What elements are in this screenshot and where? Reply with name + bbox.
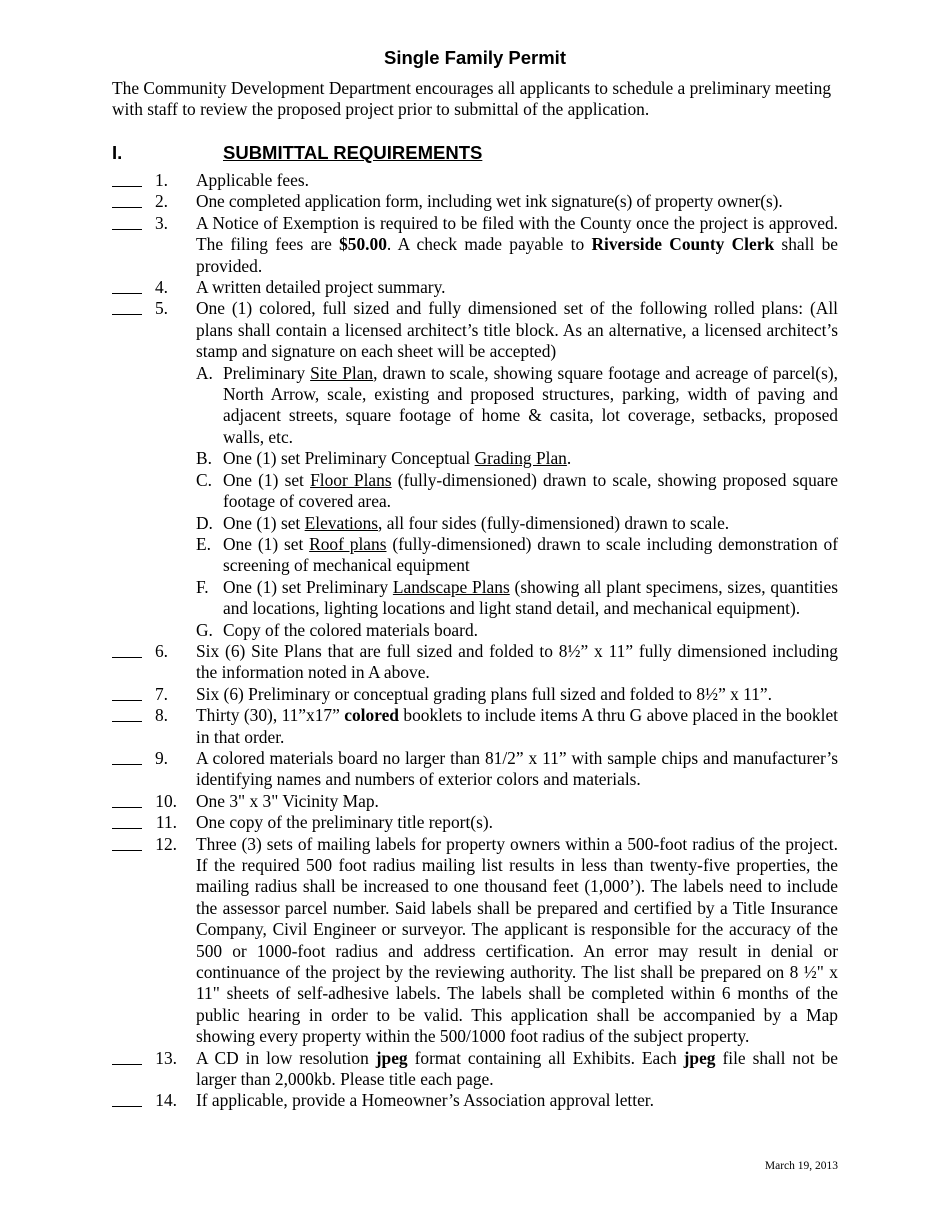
checkbox-blank[interactable]	[112, 748, 142, 765]
item-text: One copy of the preliminary title report(s).	[196, 812, 493, 833]
text-span: One (1) set Preliminary	[223, 576, 393, 597]
list-item	[0, 684, 950, 705]
item-text: A colored materials board no larger than 81/2” x 11” with sample chips and manufacturer’s identifying names and numbers of exterior colors and materials.	[196, 747, 838, 790]
text-span: format containing all Exhibits. Each	[407, 1047, 684, 1068]
item-number: 2.	[154, 191, 168, 212]
list-item	[0, 1090, 950, 1111]
requirements-list	[0, 170, 950, 1112]
sub-list-item	[0, 363, 950, 449]
item-number: 9.	[154, 747, 168, 768]
list-item	[0, 641, 950, 684]
emphasis-text: colored	[344, 705, 399, 726]
checkbox-blank[interactable]	[112, 684, 142, 701]
checkbox-blank[interactable]	[112, 191, 142, 208]
item-number: 14.	[155, 1090, 177, 1111]
sub-list-item	[0, 620, 950, 641]
text-span: A CD in low resolution	[196, 1047, 376, 1068]
section-title: SUBMITTAL REQUIREMENTS	[223, 142, 483, 163]
item-number: 1.	[154, 170, 168, 190]
sub-item-letter: E.	[196, 533, 211, 554]
list-item	[0, 1048, 950, 1091]
item-text: A written detailed project summary.	[196, 277, 446, 298]
checkbox-blank[interactable]	[112, 705, 142, 722]
item-text: One completed application form, including wet ink signature(s) of property owner(s).	[196, 191, 783, 212]
sub-item-text	[223, 363, 838, 449]
checkbox-blank[interactable]	[112, 834, 142, 851]
text-span: One (1) set	[223, 533, 310, 554]
sub-item-text	[223, 513, 838, 534]
sub-list-item	[0, 534, 950, 577]
checkbox-blank[interactable]	[112, 277, 142, 294]
sub-list-item	[0, 448, 950, 469]
text-span: Preliminary	[223, 362, 311, 383]
text-span: One (1) set	[223, 469, 311, 490]
text-span: booklets to include items A thru G above placed in the booklet in that order.	[196, 705, 839, 747]
text-span: , all four sides (fully-dimensioned) drawn to scale.	[378, 512, 730, 533]
intro-paragraph: The Community Development Department encourages all applicants to schedule a preliminary meeting with staff to review the proposed project prior to submittal of the application.	[112, 78, 832, 120]
sub-item-letter: A.	[196, 362, 213, 383]
sub-item-letter: G.	[196, 619, 213, 640]
item-number: 8.	[154, 705, 168, 726]
text-span: A Notice of Exemption is required to be filed with the County once the project is approved. The filing fees are	[196, 212, 838, 255]
item-text: One (1) colored, full sized and fully dimensioned set of the following rolled plans: (All plans shall contain a licensed architect’s title block. As an alternative, a licensed architect’s stamp and signature on each sheet will be accepted)	[196, 298, 838, 362]
text-span: One (1) set Preliminary Conceptual	[223, 448, 475, 469]
list-item	[0, 213, 950, 277]
checkbox-blank[interactable]	[112, 791, 142, 808]
text-span: .	[566, 448, 572, 469]
item-number: 12.	[155, 833, 177, 854]
payee-name: Riverside County Clerk	[591, 234, 775, 255]
text-span: Copy of the colored materials board.	[223, 619, 478, 640]
item-text	[196, 1048, 838, 1091]
plan-name: Elevations	[304, 512, 379, 533]
text-span: One (1) set	[223, 512, 305, 533]
list-item	[0, 705, 950, 748]
sub-item-text	[223, 577, 838, 620]
list-item	[0, 834, 950, 1048]
sub-item-letter: B.	[196, 448, 212, 469]
item-number: 13.	[155, 1047, 177, 1068]
text-span: (fully-dimensioned) drawn to scale, showing proposed square footage of covered area.	[223, 469, 839, 512]
checkbox-blank[interactable]	[112, 213, 142, 230]
section-heading	[112, 141, 842, 165]
text-span: (fully-dimensioned) drawn to scale including demonstration of screening of mechanical equipment	[223, 533, 838, 576]
sub-item-text	[223, 534, 838, 577]
text-span: . A check made payable to	[386, 234, 592, 255]
item-text: One 3" x 3" Vicinity Map.	[196, 790, 379, 811]
item-text: Six (6) Preliminary or conceptual grading plans full sized and folded to 8½” x 11”.	[196, 683, 772, 704]
section-number: I.	[112, 142, 123, 163]
item-number: 11.	[155, 812, 177, 833]
item-text: If applicable, provide a Homeowner’s Association approval letter.	[196, 1090, 654, 1111]
sub-item-text	[223, 620, 838, 641]
sub-item-letter: D.	[196, 512, 213, 533]
list-item	[0, 170, 950, 191]
checkbox-blank[interactable]	[112, 1048, 142, 1065]
checkbox-blank[interactable]	[112, 1090, 142, 1107]
text-span: file shall not be larger than 2,000kb. Please title each page.	[196, 1047, 838, 1090]
item-number: 10.	[155, 790, 177, 811]
item-text: Six (6) Site Plans that are full sized and folded to 8½” x 11” fully dimensioned including the information noted in A above.	[196, 640, 838, 683]
sub-list-item	[0, 470, 950, 513]
emphasis-text: jpeg	[375, 1047, 408, 1068]
sub-item-text	[223, 448, 838, 469]
list-item	[0, 812, 950, 833]
sub-list-item	[0, 577, 950, 620]
item-number: 6.	[154, 640, 168, 661]
fee-amount: $50.00	[339, 234, 387, 255]
list-item	[0, 191, 950, 212]
item-number: 5.	[154, 298, 168, 319]
list-item	[0, 277, 950, 298]
checkbox-blank[interactable]	[112, 812, 142, 829]
item-text	[196, 213, 838, 277]
checkbox-blank[interactable]	[112, 170, 142, 187]
revision-date: March 19, 2013	[764, 1160, 838, 1172]
text-span: shall be provided.	[196, 234, 838, 276]
item-text	[196, 705, 838, 748]
item-text: Three (3) sets of mailing labels for property owners within a 500-foot radius of the project. If the required 500 foot radius mailing list results in less than twenty-five properties, the mailing radius shall be increased to one thousand feet (1,000’). The labels need to include the assessor parcel number. Said labels shall be prepared and certified by a Title Insurance Company, Civil Engineer or surveyor. The applicant is responsible for the accuracy of the 500 or 1000-foot radius and address certification. An error may result in denial or continuance of the project by the reviewing authority. The list shall be prepared on 8 ½" x 11" sheets of self-adhesive labels. The labels shall be completed within 6 months of the public hearing in order to be valid. This application shall be accompanied by a Map showing every property within the 500/1000 foot radius of the subject property.	[196, 833, 838, 1047]
plan-name: Site Plan	[310, 362, 374, 383]
text-span: , drawn to scale, showing square footage and acreage of parcel(s), North Arrow, scale, existing and proposed structures, parking, width of paving and adjacent streets, square footage of home & casita, lot coverage, setbacks, proposed walls, etc.	[223, 362, 838, 447]
list-item	[0, 748, 950, 791]
plan-name: Roof plans	[309, 533, 387, 554]
list-item	[0, 791, 950, 812]
plan-name: Landscape Plans	[392, 576, 510, 597]
item-text: Applicable fees.	[196, 170, 309, 190]
sub-item-text	[223, 470, 838, 513]
plan-name: Floor Plans	[310, 469, 392, 490]
plan-name: Grading Plan	[474, 448, 567, 469]
sub-list-item	[0, 513, 950, 534]
list-item	[0, 298, 950, 362]
emphasis-text: jpeg	[683, 1047, 716, 1068]
text-span: (showing all plant specimens, sizes, quantities and locations, lighting locations and light stand detail, and mechanical equipment).	[223, 576, 838, 619]
page-title: Single Family Permit	[384, 47, 566, 68]
text-span: Thirty (30), 11”x17”	[196, 705, 345, 726]
item-number: 7.	[154, 683, 168, 704]
checkbox-blank[interactable]	[112, 641, 142, 658]
sub-item-letter: F.	[196, 576, 209, 597]
item-number: 4.	[154, 277, 168, 298]
sub-item-letter: C.	[196, 469, 212, 490]
item-number: 3.	[154, 212, 168, 233]
checkbox-blank[interactable]	[112, 298, 142, 315]
